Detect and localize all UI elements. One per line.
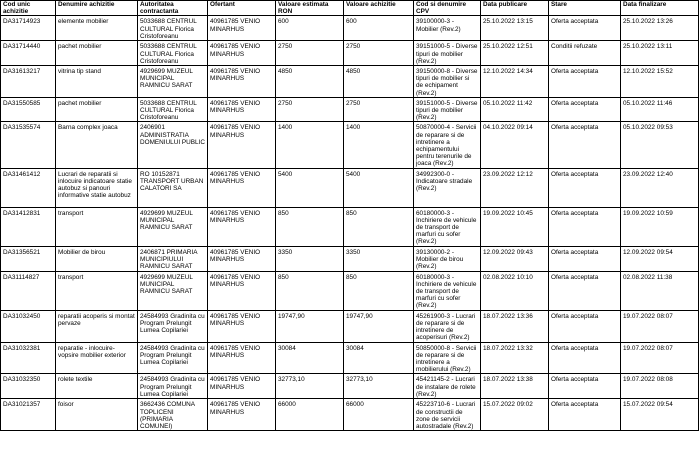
col-header-cod-unic: Cod unic achizitie [1, 1, 56, 16]
cell-stare: Oferta acceptata [549, 66, 621, 98]
cell-cpv: 34992300-0 - Indicatoare stradale (Rev.2) [414, 168, 481, 207]
cell-cpv: 50850000-8 - Servicii de reparare si de intretinere a mobilierului (Rev.2) [414, 342, 481, 374]
cell-data-finalizare: 25.10.2022 13:11 [621, 41, 699, 66]
cell-autoritatea: 3662436 COMUNA TOPLICENI (PRIMARIA COMUNEI) [138, 399, 208, 431]
cell-cpv: 45421145-2 - Lucrari de instalare de rolete (Rev.2) [414, 374, 481, 399]
cell-data-publicare: 18.07.2022 13:32 [481, 342, 549, 374]
cell-data-publicare: 25.10.2022 13:15 [481, 16, 549, 41]
cell-denumire: reparatii acoperis si montat pervaze [56, 310, 138, 342]
cell-stare: Oferta acceptata [549, 122, 621, 168]
cell-cpv: 60180000-3 - Inchiriere de vehicule de transport de marfuri cu sofer (Rev.2) [414, 271, 481, 310]
table-row [1, 66, 699, 98]
cell-valoare-estimata: 5400 [276, 168, 344, 207]
cell-autoritatea: 5033688 CENTRUL CULTURAL Florica Cristoforeanu [138, 41, 208, 66]
cell-stare: Oferta acceptata [549, 207, 621, 246]
cell-data-finalizare: 02.08.2022 11:38 [621, 271, 699, 310]
cell-stare: Oferta acceptata [549, 97, 621, 122]
cell-autoritatea: RO 10152871 TRANSPORT URBAN CALATORI SA [138, 168, 208, 207]
cell-denumire: reparatie - inlocuire-vopsire mobilier exterior [56, 342, 138, 374]
table-row [1, 41, 699, 66]
cell-stare: Oferta acceptata [549, 399, 621, 431]
cell-denumire: transport [56, 271, 138, 310]
cell-data-publicare: 02.08.2022 10:10 [481, 271, 549, 310]
cell-data-finalizare: 23.09.2022 12:40 [621, 168, 699, 207]
cell-ofertant: 40961785 VENIO MINARHUS [208, 168, 276, 207]
col-header-data-finalizare: Data finalizare [621, 1, 699, 16]
cell-ofertant: 40961785 VENIO MINARHUS [208, 16, 276, 41]
cell-data-finalizare: 12.10.2022 15:52 [621, 66, 699, 98]
cell-cod-unic: DA31714440 [1, 41, 56, 66]
cell-valoare-estimata: 1400 [276, 122, 344, 168]
table-row [1, 374, 699, 399]
cell-ofertant: 40961785 VENIO MINARHUS [208, 310, 276, 342]
cell-cod-unic: DA31461412 [1, 168, 56, 207]
cell-stare: Oferta acceptata [549, 168, 621, 207]
cell-stare: Oferta acceptata [549, 271, 621, 310]
cell-autoritatea: 4929699 MUZEUL MUNICIPAL RAMNICU SARAT [138, 271, 208, 310]
cell-cpv: 39151000-5 - Diverse tipuri de mobilier (Rev.2) [414, 97, 481, 122]
cell-stare: Oferta acceptata [549, 246, 621, 271]
cell-cod-unic: DA31032450 [1, 310, 56, 342]
cell-cod-unic: DA31032381 [1, 342, 56, 374]
cell-cod-unic: DA31535574 [1, 122, 56, 168]
cell-denumire: Mobilier de birou [56, 246, 138, 271]
cell-denumire: Lucrari de reparatii si inlocuire indicatoare statie autobuz si panouri informative statie autobuz [56, 168, 138, 207]
col-header-denumire: Denumire achizitie [56, 1, 138, 16]
cell-valoare-achizitie: 32773,10 [344, 374, 414, 399]
cell-denumire: foisor [56, 399, 138, 431]
cell-valoare-estimata: 3350 [276, 246, 344, 271]
cell-autoritatea: 2406901 ADMINISTRATIA DOMENIULUI PUBLIC [138, 122, 208, 168]
cell-valoare-estimata: 850 [276, 207, 344, 246]
cell-cpv: 39100000-3 - Mobilier (Rev.2) [414, 16, 481, 41]
cell-data-publicare: 19.09.2022 10:45 [481, 207, 549, 246]
cell-valoare-achizitie: 19747,90 [344, 310, 414, 342]
cell-denumire: Barna complex joaca [56, 122, 138, 168]
cell-cpv: 39150000-8 - Diverse tipuri de mobilier si de echipament (Rev.2) [414, 66, 481, 98]
cell-valoare-achizitie: 30084 [344, 342, 414, 374]
cell-denumire: transport [56, 207, 138, 246]
cell-denumire: rolete textile [56, 374, 138, 399]
cell-valoare-estimata: 2750 [276, 97, 344, 122]
cell-data-finalizare: 05.10.2022 09:53 [621, 122, 699, 168]
table-header-row [1, 1, 699, 16]
cell-ofertant: 40961785 VENIO MINARHUS [208, 342, 276, 374]
cell-data-publicare: 15.07.2022 09:02 [481, 399, 549, 431]
col-header-cpv: Cod si denumire CPV [414, 1, 481, 16]
col-header-autoritatea: Autoritatea contractanta [138, 1, 208, 16]
table-row [1, 310, 699, 342]
cell-valoare-estimata: 66000 [276, 399, 344, 431]
cell-cpv: 50870000-4 - Servicii de reparare si de intretinere a echipamentului pentru terenurile de joaca (Rev.2) [414, 122, 481, 168]
cell-stare: Oferta acceptata [549, 374, 621, 399]
col-header-valoare-achizitie: Valoare achizitie [344, 1, 414, 16]
table-row [1, 168, 699, 207]
cell-autoritatea: 24584993 Gradinita cu Program Prelungit Lumea Copilariei [138, 374, 208, 399]
table-row [1, 97, 699, 122]
cell-cod-unic: DA31412831 [1, 207, 56, 246]
cell-data-finalizare: 19.07.2022 08:07 [621, 310, 699, 342]
cell-data-publicare: 23.09.2022 12:12 [481, 168, 549, 207]
cell-cod-unic: DA31714923 [1, 16, 56, 41]
col-header-valoare-estimata: Valoare estimata RON [276, 1, 344, 16]
cell-data-finalizare: 25.10.2022 13:26 [621, 16, 699, 41]
cell-valoare-achizitie: 1400 [344, 122, 414, 168]
cell-valoare-achizitie: 3350 [344, 246, 414, 271]
cell-ofertant: 40961785 VENIO MINARHUS [208, 246, 276, 271]
table-row [1, 122, 699, 168]
cell-data-publicare: 25.10.2022 12:51 [481, 41, 549, 66]
cell-ofertant: 40961785 VENIO MINARHUS [208, 207, 276, 246]
cell-ofertant: 40961785 VENIO MINARHUS [208, 271, 276, 310]
table-row [1, 16, 699, 41]
table-row [1, 207, 699, 246]
cell-data-finalizare: 15.07.2022 09:54 [621, 399, 699, 431]
cell-ofertant: 40961785 VENIO MINARHUS [208, 374, 276, 399]
cell-cod-unic: DA31114827 [1, 271, 56, 310]
cell-valoare-achizitie: 850 [344, 271, 414, 310]
cell-valoare-achizitie: 5400 [344, 168, 414, 207]
cell-autoritatea: 24584993 Gradinita cu Program Prelungit Lumea Copilariei [138, 342, 208, 374]
cell-valoare-estimata: 2750 [276, 41, 344, 66]
cell-valoare-achizitie: 66000 [344, 399, 414, 431]
cell-valoare-estimata: 30084 [276, 342, 344, 374]
cell-cpv: 39151000-5 - Diverse tipuri de mobilier (Rev.2) [414, 41, 481, 66]
cell-valoare-estimata: 32773,10 [276, 374, 344, 399]
cell-valoare-estimata: 600 [276, 16, 344, 41]
cell-cpv: 45223710-6 - Lucrari de constructii de zone de servicii autostradale (Rev.2) [414, 399, 481, 431]
cell-cpv: 60180000-3 - Inchiriere de vehicule de transport de marfuri cu sofer (Rev.2) [414, 207, 481, 246]
cell-data-finalizare: 19.07.2022 08:07 [621, 342, 699, 374]
cell-cod-unic: DA31032350 [1, 374, 56, 399]
cell-data-finalizare: 19.09.2022 10:59 [621, 207, 699, 246]
cell-cod-unic: DA31356521 [1, 246, 56, 271]
cell-cod-unic: DA31550585 [1, 97, 56, 122]
table-row [1, 399, 699, 431]
cell-valoare-achizitie: 4850 [344, 66, 414, 98]
cell-stare: Conditii refuzate [549, 41, 621, 66]
cell-data-finalizare: 19.07.2022 08:08 [621, 374, 699, 399]
cell-cod-unic: DA31613217 [1, 66, 56, 98]
cell-autoritatea: 4929699 MUZEUL MUNICIPAL RAMNICU SARAT [138, 66, 208, 98]
cell-denumire: pachet mobilier [56, 41, 138, 66]
cell-ofertant: 40961785 VENIO MINARHUS [208, 97, 276, 122]
table-row [1, 271, 699, 310]
cell-valoare-achizitie: 2750 [344, 41, 414, 66]
cell-autoritatea: 5033688 CENTRUL CULTURAL Florica Cristoforeanu [138, 16, 208, 41]
cell-valoare-achizitie: 600 [344, 16, 414, 41]
table-body [1, 16, 699, 431]
cell-valoare-achizitie: 850 [344, 207, 414, 246]
cell-autoritatea: 2406871 PRIMARIA MUNICIPIULUI RAMNICU SARAT [138, 246, 208, 271]
cell-valoare-achizitie: 2750 [344, 97, 414, 122]
cell-stare: Oferta acceptata [549, 16, 621, 41]
cell-data-publicare: 12.09.2022 09:43 [481, 246, 549, 271]
cell-data-finalizare: 12.09.2022 09:54 [621, 246, 699, 271]
cell-valoare-estimata: 19747,90 [276, 310, 344, 342]
cell-stare: Oferta acceptata [549, 310, 621, 342]
cell-denumire: elemente mobilier [56, 16, 138, 41]
cell-denumire: vitrina tip stand [56, 66, 138, 98]
cell-ofertant: 40961785 VENIO MINARHUS [208, 66, 276, 98]
table-row [1, 342, 699, 374]
cell-cod-unic: DA31021357 [1, 399, 56, 431]
cell-valoare-estimata: 4850 [276, 66, 344, 98]
cell-data-finalizare: 05.10.2022 11:46 [621, 97, 699, 122]
col-header-stare: Stare [549, 1, 621, 16]
cell-ofertant: 40961785 VENIO MINARHUS [208, 399, 276, 431]
cell-ofertant: 40961785 VENIO MINARHUS [208, 122, 276, 168]
cell-data-publicare: 18.07.2022 13:38 [481, 374, 549, 399]
col-header-data-publicare: Data publicare [481, 1, 549, 16]
cell-data-publicare: 18.07.2022 13:36 [481, 310, 549, 342]
cell-valoare-estimata: 850 [276, 271, 344, 310]
cell-stare: Oferta acceptata [549, 342, 621, 374]
cell-data-publicare: 12.10.2022 14:34 [481, 66, 549, 98]
cell-autoritatea: 5033688 CENTRUL CULTURAL Florica Cristoforeanu [138, 97, 208, 122]
cell-data-publicare: 05.10.2022 11:42 [481, 97, 549, 122]
cell-ofertant: 40961785 VENIO MINARHUS [208, 41, 276, 66]
table-row [1, 246, 699, 271]
cell-autoritatea: 24584993 Gradinita cu Program Prelungit Lumea Copilariei [138, 310, 208, 342]
cell-cpv: 45261900-3 - Lucrari de reparare si de intretinere de acoperisuri (Rev.2) [414, 310, 481, 342]
cell-autoritatea: 4929699 MUZEUL MUNICIPAL RAMNICU SARAT [138, 207, 208, 246]
cell-cpv: 39130000-2 - Mobilier de birou (Rev.2) [414, 246, 481, 271]
col-header-ofertant: Ofertant [208, 1, 276, 16]
cell-data-publicare: 04.10.2022 09:14 [481, 122, 549, 168]
cell-denumire: pachet mobilier [56, 97, 138, 122]
